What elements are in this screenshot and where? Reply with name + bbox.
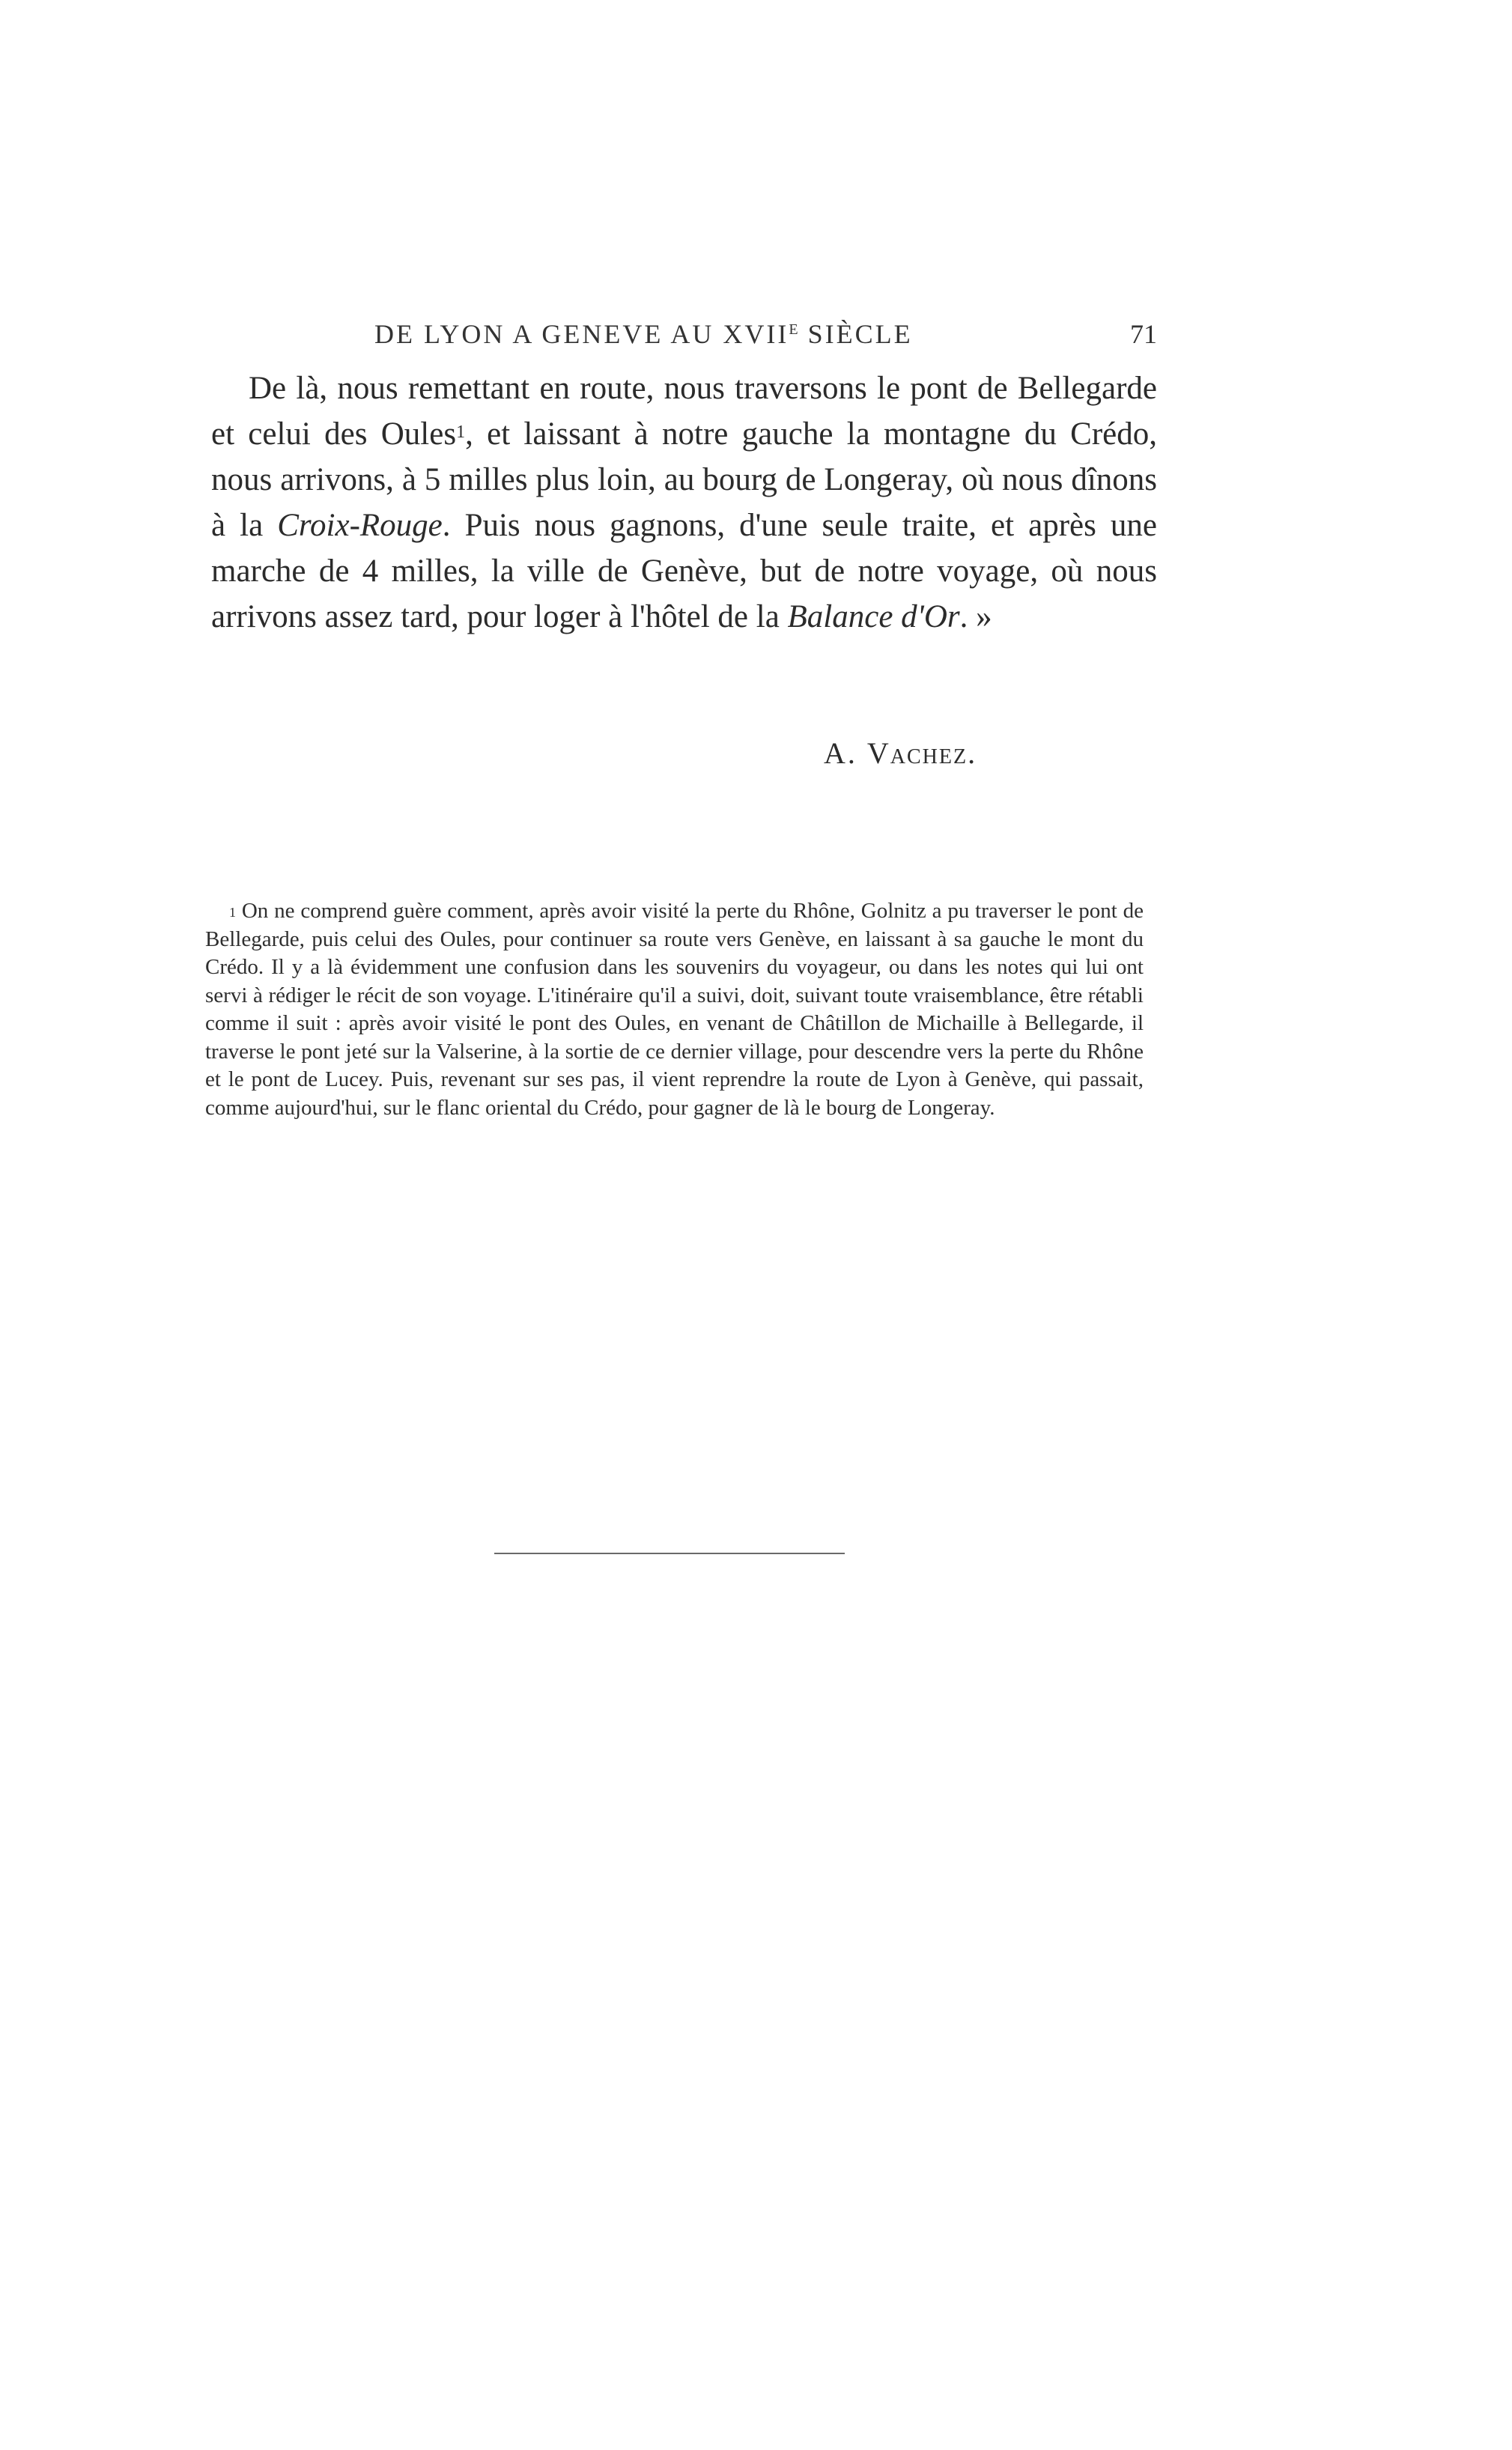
footnote: [205, 897, 1144, 1122]
inn-name-croix-rouge: Croix-Rouge: [277, 508, 443, 543]
footnote-marker: 1: [229, 905, 236, 920]
page-header: [374, 318, 1157, 363]
inn-name-balance-dor: Balance d'Or: [787, 599, 960, 634]
running-title: DE LYON A GENEVE AU $XVII^E$ SIÈCLE: [374, 319, 913, 349]
main-paragraph: De là, nous remettant en route, nous traversons le pont de Bellegarde et celui des Oules$^1$, et laissant à notre gauche la montagne du Crédo, nous arrivons, à 5 milles plus loin, au bourg de Longeray, où nous dînons à la Croix-Rouge. Puis nous gagnons, d'une seule traite, et après une marche de 4 milles, la ville de Genève, but de notre voyage, où nous arrivons assez tard, pour loger à l'hôtel de la Balance d'Or. »: [211, 371, 1157, 634]
footnote-reference: 1: [456, 422, 466, 442]
page-number: 71: [1130, 319, 1157, 349]
author-signature: A. Vachez.: [824, 736, 977, 770]
end-rule-divider: [494, 1553, 845, 1554]
footnote-text: On ne comprend guère comment, après avoir visité la perte du Rhône, Golnitz a pu traverser le pont de Bellegarde, puis celui des Oules, pour continuer sa route vers Genève, en laissant à sa gauche le mont du Crédo. Il y a là évidemment une confusion dans les souvenirs du voyageur, ou dans les notes qui lui ont servi à rédiger le récit de son voyage. L'itinéraire qu'il a suivi, doit, suivant toute vraisemblance, être rétabli comme il suit : après avoir visité le pont des Oules, en venant de Châtillon de Michaille à Bellegarde, il traverse le pont jeté sur la Valserine, à la sortie de ce dernier village, pour descendre vers la perte du Rhône et le pont de Lucey. Puis, revenant sur ses pas, il vient reprendre la route de Lyon à Genève, qui passait, comme aujourd'hui, sur le flanc oriental du Crédo, pour gagner de là le bourg de Longeray.: [205, 899, 1144, 1120]
